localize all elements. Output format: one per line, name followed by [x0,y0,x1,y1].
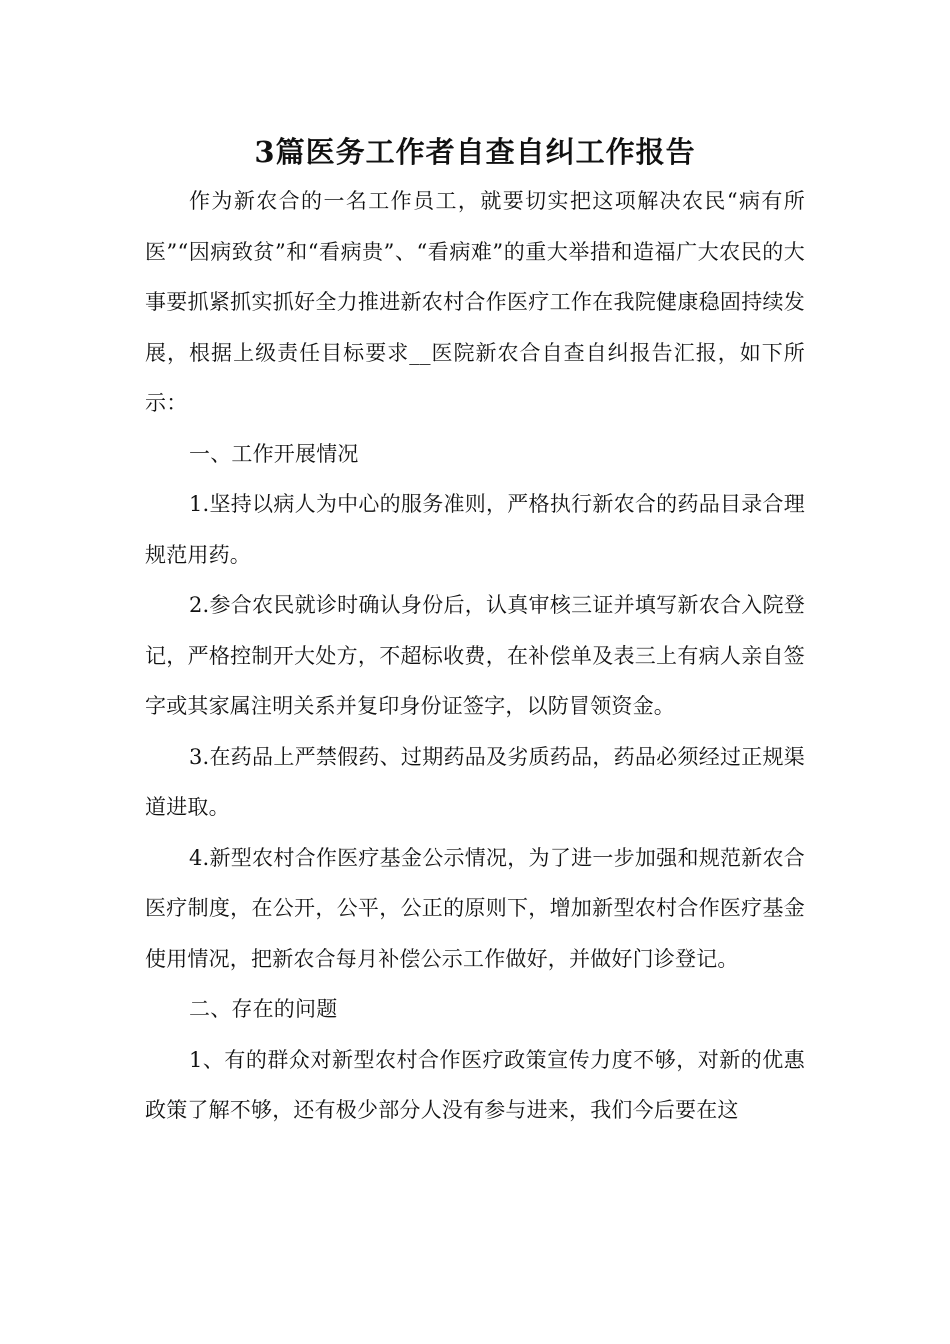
list-item-2: 2.参合农民就诊时确认身份后，认真审核三证并填写新农合入院登记，严格控制开大处方，不超标收费，在补偿单及表三上有病人亲自签字或其家属注明关系并复印身份证签字，以防冒领资金。 [145,593,805,718]
document-body [145,176,805,1136]
document-title: 3篇医务工作者自查自纠工作报告 [254,135,696,169]
section-heading-problems: 二、存在的问题 [189,997,338,1021]
list-item-4: 4.新型农村合作医疗基金公示情况，为了进一步加强和规范新农合医疗制度，在公开，公平，公正的原则下，增加新型农村合作医疗基金使用情况，把新农合每月补偿公示工作做好，并做好门诊登记。 [145,845,805,971]
list-item-1: 1.坚持以病人为中心的服务准则，严格执行新农合的药品目录合理规范用药。 [145,492,805,567]
problem-item-1: 1、有的群众对新型农村合作医疗政策宣传力度不够，对新的优惠政策了解不够，还有极少部分人没有参与进来，我们今后要在这 [145,1047,805,1122]
section-heading-work-progress: 一、工作开展情况 [189,441,359,466]
intro-paragraph: 作为新农合的一名工作员工，就要切实把这项解决农民“病有所医”“因病致贫”和“看病贵”、“看病难”的重大举措和造福广大农民的大事要抓紧抓实抓好全力推进新农村合作医疗工作在我院健康稳固持续发展，根据上级责任目标要求__医院新农合自查自纠报告汇报，如下所示： [145,189,805,415]
list-item-3: 3.在药品上严禁假药、过期药品及劣质药品，药品必须经过正规渠道进取。 [145,744,805,819]
